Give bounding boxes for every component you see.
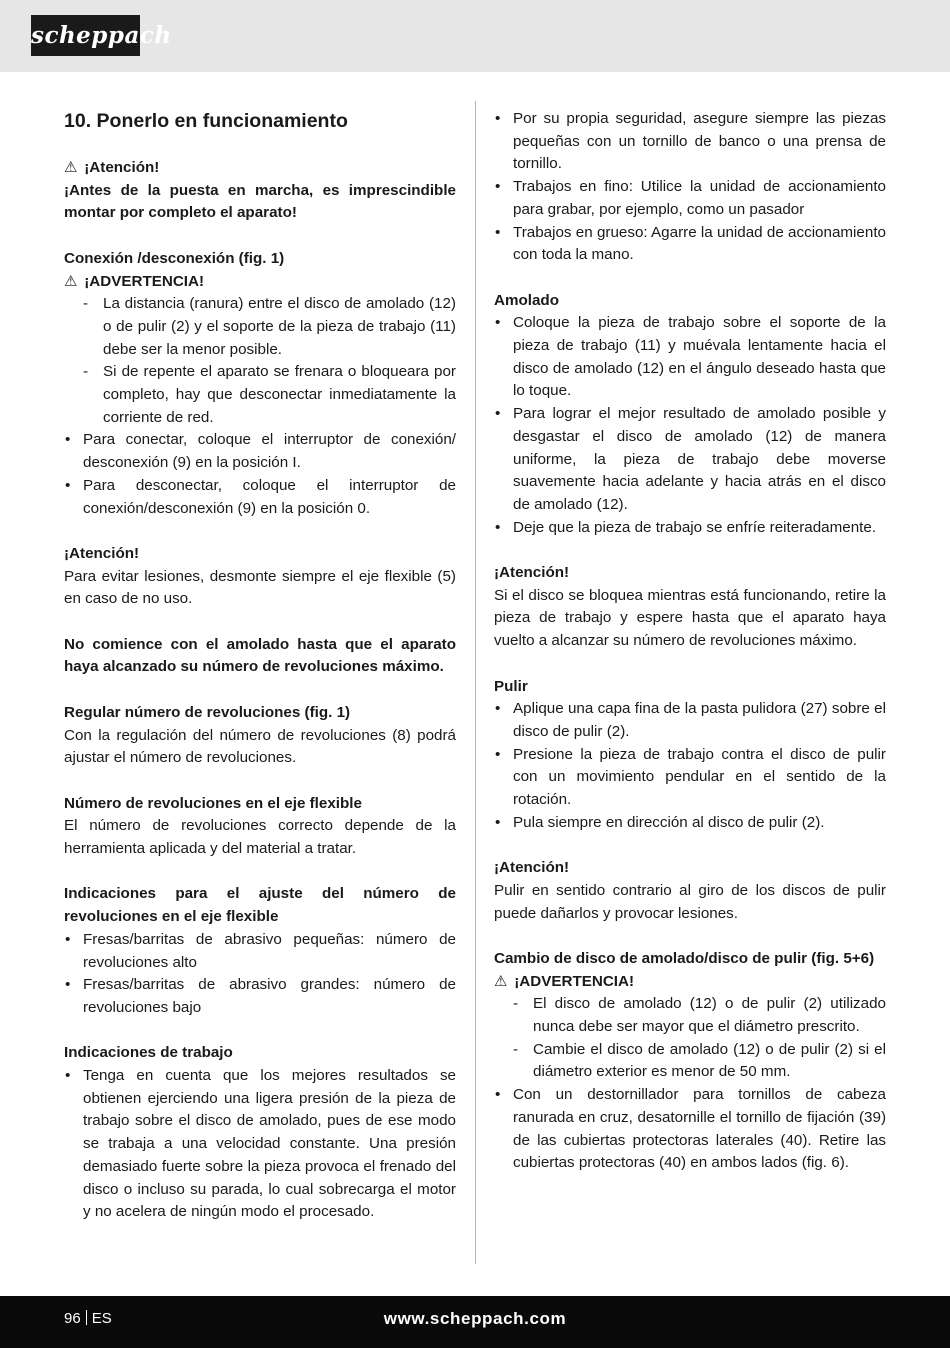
list-item: • Para lograr el mejor resultado de amolado posible y desgastar el disco de amolado (12) de manera uniforme, la pieza de trabajo debe moverse suavemente hacia adelante y hacia atrás en el disco de amolado (12). bbox=[494, 403, 886, 517]
page-number: 96 bbox=[64, 1310, 81, 1327]
language-code: ES bbox=[91, 1310, 112, 1327]
right-column bbox=[494, 108, 886, 1175]
connection-dash-list bbox=[64, 293, 456, 429]
attention-heading: ¡Atención! bbox=[494, 564, 570, 582]
attention-heading: ¡Atención! bbox=[494, 859, 570, 877]
connection-heading: Conexión /desconexión (fig. 1) bbox=[64, 249, 285, 267]
list-item: • Deje que la pieza de trabajo se enfríe reiteradamente. bbox=[494, 517, 886, 540]
column-divider bbox=[475, 101, 476, 1264]
shaft-speed-heading: Número de revoluciones en el eje flexible bbox=[64, 794, 362, 812]
list-item: • Por su propia seguridad, asegure siempre las piezas pequeñas con un tornillo de banco o una prensa de tornillo. bbox=[494, 108, 886, 176]
change-dash-list bbox=[494, 993, 886, 1084]
attention-heading bbox=[64, 157, 456, 180]
bold-notice: No comience con el amolado hasta que el aparato haya alcanzado su número de revoluciones máximo. bbox=[64, 635, 456, 676]
change-bullet-list bbox=[494, 1084, 886, 1175]
warning-triangle-icon: ⚠ bbox=[494, 972, 508, 990]
page-footer bbox=[0, 1296, 950, 1348]
list-item: • Fresas/barritas de abrasivo pequeñas: número de revoluciones alto bbox=[64, 929, 456, 974]
list-item: • Para conectar, coloque el interruptor de conexión/ desconexión (9) en la posición I. bbox=[64, 429, 456, 474]
list-item: • Fresas/barritas de abrasivo grandes: número de revoluciones bajo bbox=[64, 974, 456, 1019]
warning-label: ¡ADVERTENCIA! bbox=[84, 272, 205, 290]
work-heading: Indicaciones de trabajo bbox=[64, 1044, 233, 1062]
warning-triangle-icon: ⚠ bbox=[64, 159, 78, 176]
attention-text: Para evitar lesiones, desmonte siempre el eje flexible (5) en caso de no uso. bbox=[64, 567, 456, 608]
list-item: - Si de repente el aparato se frenara o bloqueara por completo, hay que desconectar inmediatamente la corriente de red. bbox=[64, 361, 456, 429]
list-item: • Aplique una capa fina de la pasta pulidora (27) sobre el disco de pulir (2). bbox=[494, 698, 886, 743]
adjust-heading: Indicaciones para el ajuste del número de revoluciones en el eje flexible bbox=[64, 885, 456, 926]
grinding-bullet-list bbox=[494, 312, 886, 539]
connection-bullet-list bbox=[64, 429, 456, 520]
warning-label: ¡ADVERTENCIA! bbox=[514, 972, 635, 990]
change-heading: Cambio de disco de amolado/disco de pulir (fig. 5+6) bbox=[494, 949, 875, 967]
speed-heading: Regular número de revoluciones (fig. 1) bbox=[64, 703, 351, 721]
attention-text: Pulir en sentido contrario al giro de los discos de pulir puede dañarlos y provocar lesiones. bbox=[494, 881, 886, 922]
list-item: - El disco de amolado (12) o de pulir (2) utilizado nunca debe ser mayor que el diámetro prescrito. bbox=[494, 993, 886, 1038]
website-url: www.scheppach.com bbox=[383, 1309, 567, 1328]
grinding-heading: Amolado bbox=[494, 291, 559, 309]
list-item: • Coloque la pieza de trabajo sobre el soporte de la pieza de trabajo (11) y muévala lentamente hacia el disco de amolado (12) en el ángulo deseado hasta que lo toque. bbox=[494, 312, 886, 403]
attention-label: ¡Atención! bbox=[84, 159, 160, 176]
page-header bbox=[0, 0, 950, 72]
list-item: • Pula siempre en dirección al disco de pulir (2). bbox=[494, 812, 886, 835]
speed-text: Con la regulación del número de revoluciones (8) podrá ajustar el número de revoluciones. bbox=[64, 726, 456, 767]
attention-heading: ¡Atención! bbox=[64, 544, 140, 562]
polish-heading: Pulir bbox=[494, 677, 528, 695]
shaft-speed-text: El número de revoluciones correcto depende de la herramienta aplicada y del material a tratar. bbox=[64, 817, 456, 858]
warning-heading bbox=[494, 971, 886, 994]
warning-heading bbox=[64, 271, 456, 294]
left-column bbox=[64, 108, 456, 1224]
list-item: • Trabajos en fino: Utilice la unidad de accionamiento para grabar, por ejemplo, como un pasador bbox=[494, 176, 886, 221]
adjust-bullet-list bbox=[64, 929, 456, 1020]
list-item: • Con un destornillador para tornillos de cabeza ranurada en cruz, desatornille el tornillo de fijación (39) de las cubiertas protectoras laterales (40). Retire las cubiertas protectoras (40) en ambos lados (fig. 6). bbox=[494, 1084, 886, 1175]
list-item: - Cambie el disco de amolado (12) o de pulir (2) si el diámetro exterior es menor de 50 mm. bbox=[494, 1039, 886, 1084]
work-bullet-list bbox=[64, 1065, 456, 1224]
polish-bullet-list bbox=[494, 698, 886, 834]
section-title: 10. Ponerlo en funcionamiento bbox=[64, 110, 348, 132]
warning-triangle-icon: ⚠ bbox=[64, 272, 78, 290]
attention-text: ¡Antes de la puesta en marcha, es imprescindible montar por completo el aparato! bbox=[64, 181, 456, 222]
top-bullet-list bbox=[494, 108, 886, 267]
list-item: - La distancia (ranura) entre el disco de amolado (12) o de pulir (2) y el soporte de la pieza de trabajo (11) debe ser la menor posible. bbox=[64, 293, 456, 361]
list-item: • Tenga en cuenta que los mejores resultados se obtienen ejerciendo una ligera presión de la pieza de trabajo sobre el disco de amolado, pues de ese modo se trabaja a una velocidad constante. Una presión demasiado fuerte sobre la pieza provoca el frenado del disco o incluso su parada, lo cual sobrecarga el motor y no acelera de ningún modo el procesado. bbox=[64, 1065, 456, 1224]
list-item: • Para desconectar, coloque el interruptor de conexión/desconexión (9) en la posición 0. bbox=[64, 475, 456, 520]
brand-logo: scheppach bbox=[31, 15, 140, 56]
list-item: • Trabajos en grueso: Agarre la unidad de accionamiento con toda la mano. bbox=[494, 222, 886, 267]
list-item: • Presione la pieza de trabajo contra el disco de pulir con un movimiento pendular en el sentido de la rotación. bbox=[494, 744, 886, 812]
attention-text: Si el disco se bloquea mientras está funcionando, retire la pieza de trabajo y espere hasta que el aparato haya vuelto a alcanzar su número de revoluciones máximo. bbox=[494, 586, 886, 650]
